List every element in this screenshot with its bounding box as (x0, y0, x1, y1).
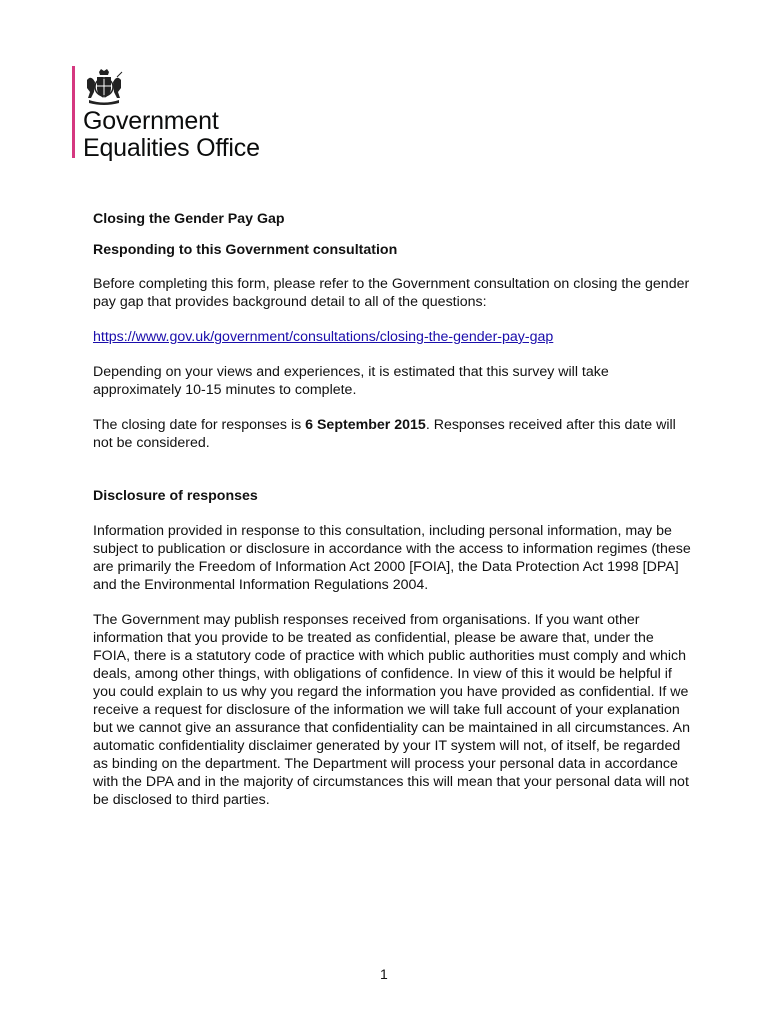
logo-accent-bar (72, 66, 75, 158)
logo-line-1: Government (83, 107, 219, 135)
consultation-link-line (93, 328, 693, 346)
document-title: Closing the Gender Pay Gap (93, 211, 285, 227)
intro-paragraph: Before completing this form, please refer to the Government consultation on closing the gender pay gap that provides background detail to all of the questions: (93, 276, 690, 310)
consultation-link[interactable]: https://www.gov.uk/government/consultations/closing-the-gender-pay-gap (93, 329, 554, 345)
disclosure-paragraph-2: The Government may publish responses received from organisations. If you want other information that you provide to be treated as confidential, please be aware that, under the FOIA, there is a statutory code of practice with which public authorities must comply and which deals, among other things, with obligations of confidence. In view of this it would be helpful if you could explain to us why you regard the information you have provided as confidential. If we receive a request for disclosure of the information we will take full account of your explanation but we cannot give an assurance that confidentiality can be maintained in all circumstances. An automatic confidentiality disclaimer generated by your IT system will not, of itself, be regarded as binding on the department. The Department will process your personal data in accordance with the DPA and in the majority of circumstances this will mean that your personal data will not be disclosed to third parties. (93, 612, 691, 808)
closing-date-paragraph (93, 416, 693, 452)
duration-paragraph: Depending on your views and experiences, it is estimated that this survey will take approximately 10-15 minutes to complete. (93, 364, 609, 398)
document-subtitle: Responding to this Government consultation (93, 242, 398, 258)
government-equalities-office-logo (72, 66, 332, 162)
royal-coat-of-arms-icon (83, 68, 125, 106)
disclosure-heading: Disclosure of responses (93, 488, 258, 504)
logo-line-2: Equalities Office (83, 134, 260, 162)
logo-wordmark (83, 108, 260, 162)
closing-date-suffix: . Responses received after this date will not be considered. (93, 417, 676, 451)
closing-date-prefix: The closing date for responses is (93, 417, 306, 433)
disclosure-paragraph-1: Information provided in response to this consultation, including personal information, may be subject to publication or disclosure in accordance with the access to information regimes (these are primarily the Freedom of Information Act 2000 [FOIA], the Data Protection Act 1998 [DPA] and the Environmental Information Regulations 2004. (93, 523, 691, 593)
closing-date-value: 6 September 2015 (305, 417, 426, 433)
page-number: 1 (380, 966, 388, 982)
